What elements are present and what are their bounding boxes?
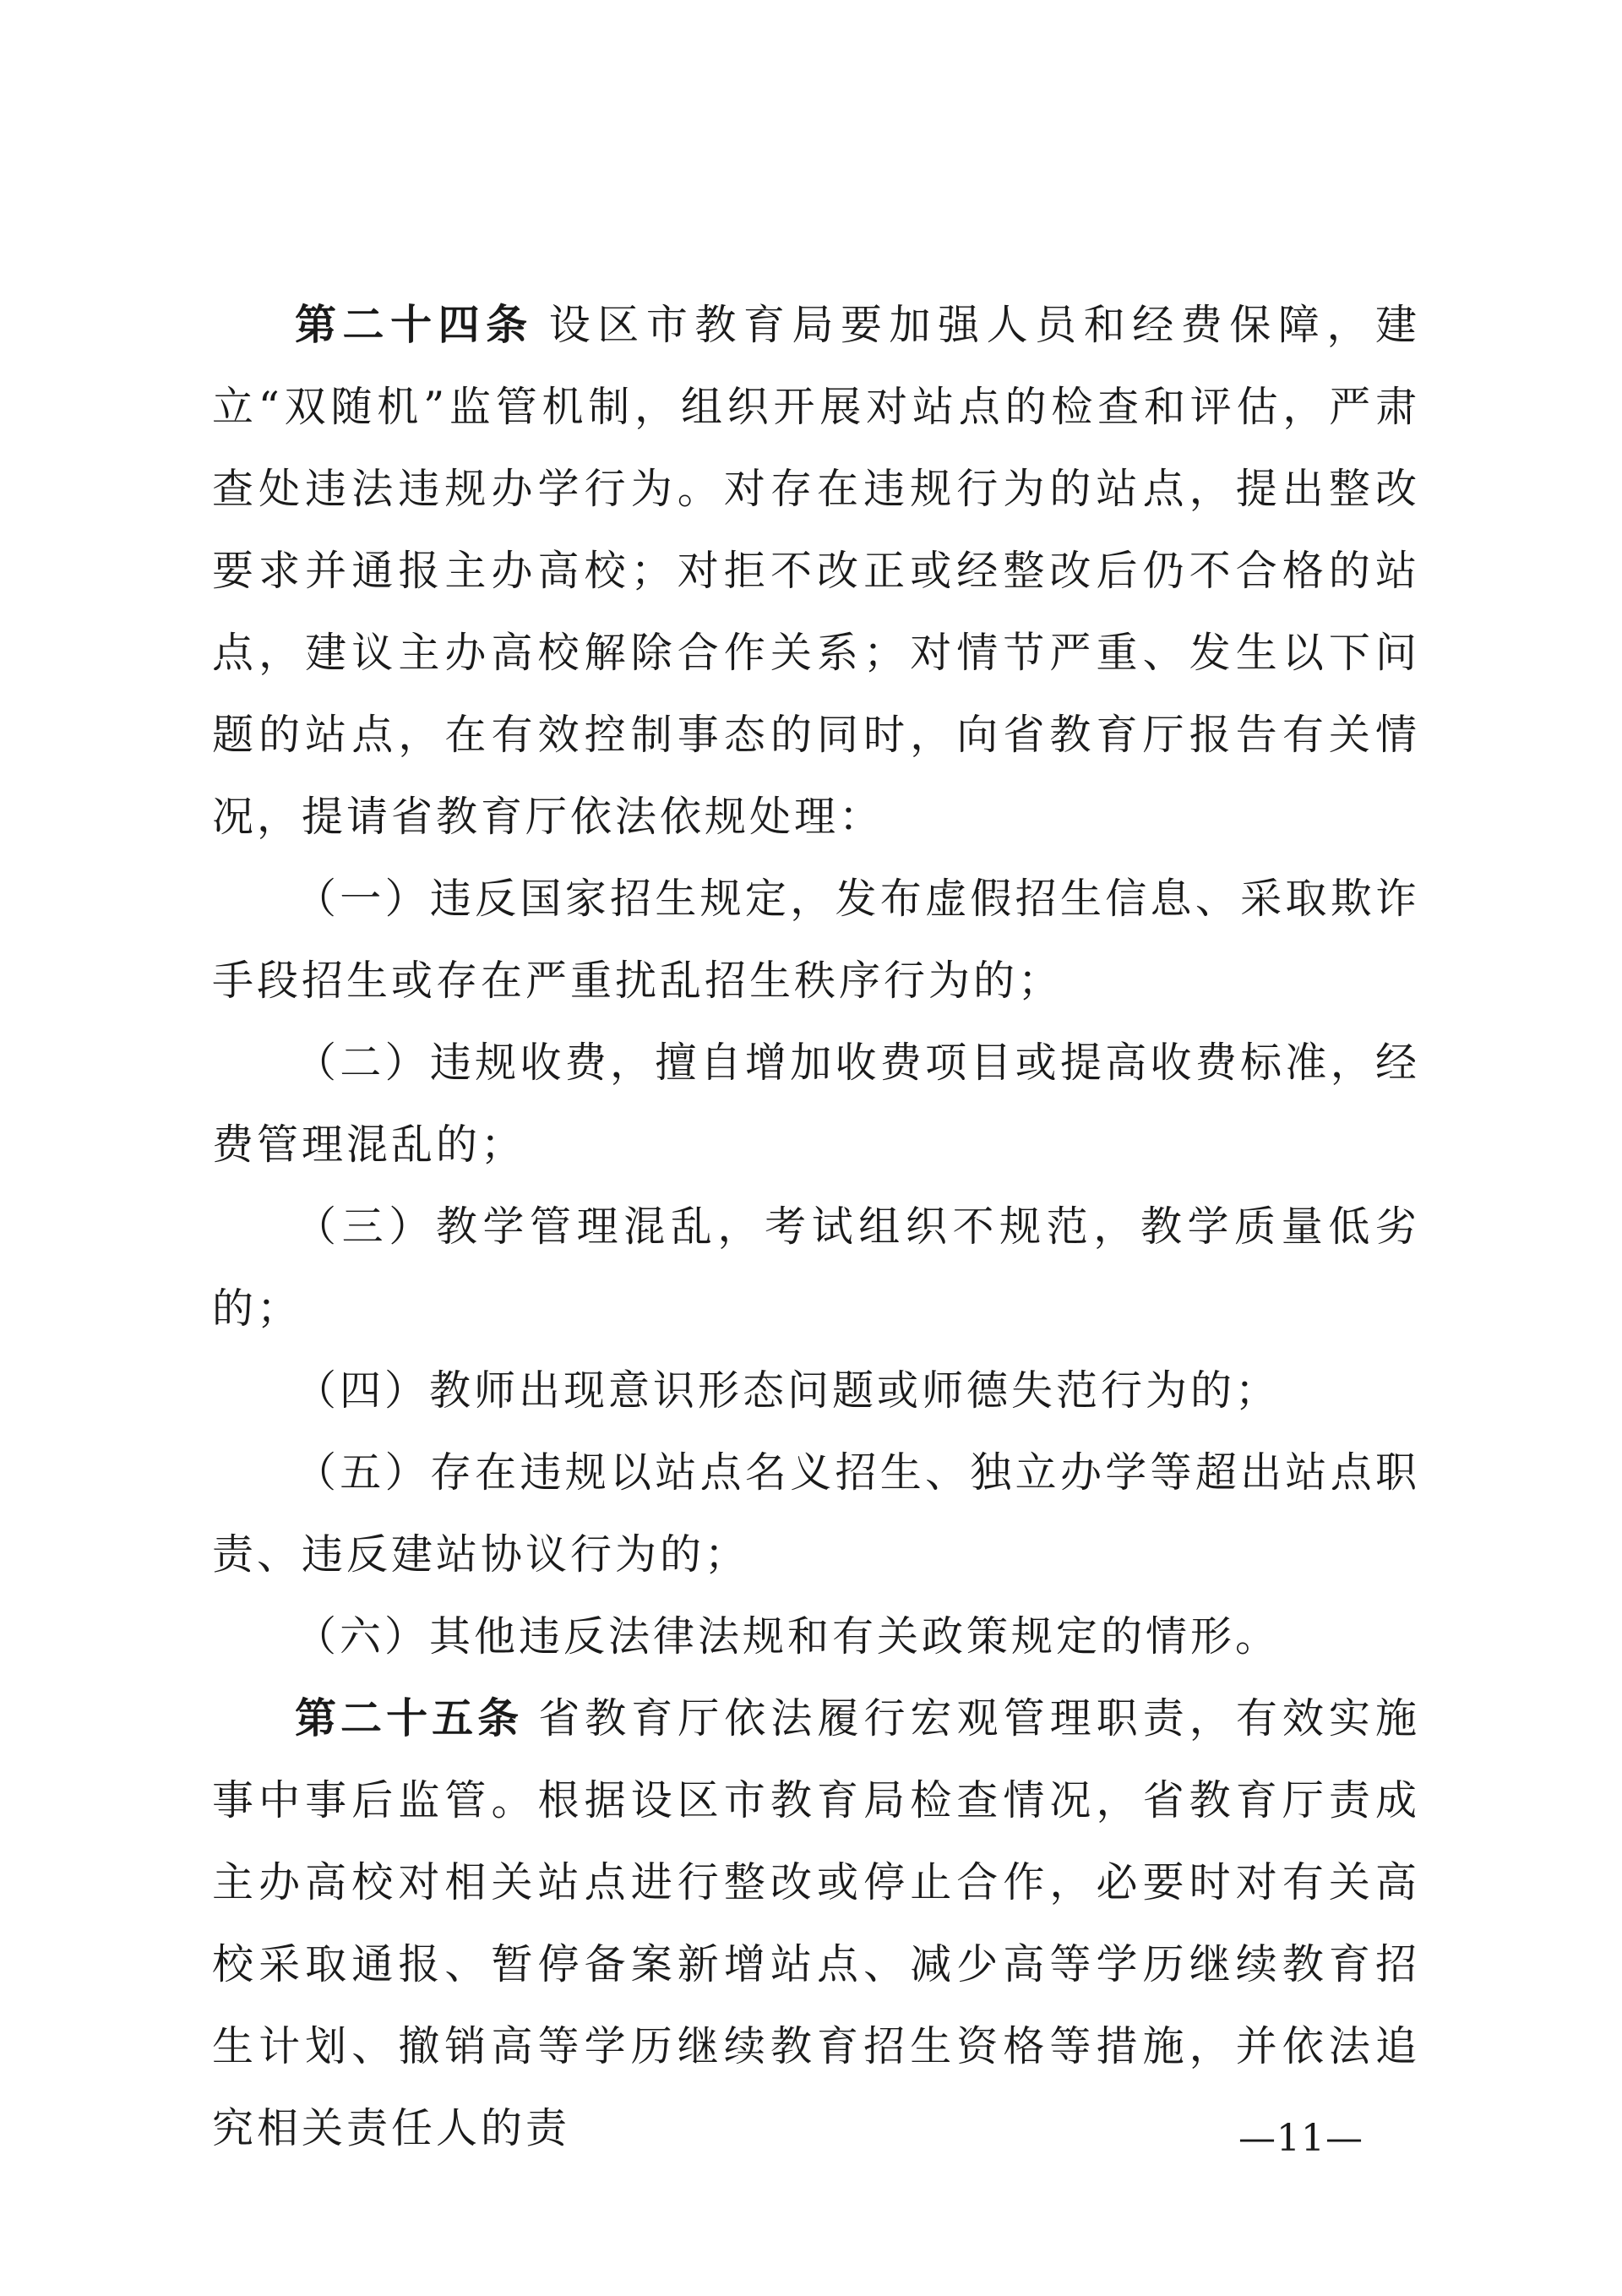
article-25-text: 省教育厅依法履行宏观管理职责，有效实施事中事后监管。根据设区市教育局检查情况，省教育厅责成主办高校对相关站点进行整改或停止合作，必要时对有关高校采取通报、暂停备案新增站点、减少高等学历继续教育招生计划、撤销高等学历继续教育招生资格等措施，并依法追究相关责任人的责 xyxy=(212,1694,1420,2152)
article-25-paragraph xyxy=(212,1677,1420,2169)
list-item: （二）违规收费，擅自增加收费项目或提高收费标准，经费管理混乱的； xyxy=(212,1039,1420,1169)
list-item: （五）存在违规以站点名义招生、独立办学等超出站点职责、违反建站协议行为的； xyxy=(212,1448,1420,1579)
list-item: （六）其他违反法律法规和有关政策规定的情形。 xyxy=(295,1612,1281,1661)
list-item: （四）教师出现意识形态问题或师德失范行为的； xyxy=(295,1366,1281,1415)
list-item: （一）违反国家招生规定，发布虚假招生信息、采取欺诈手段招生或存在严重扰乱招生秩序行为的； xyxy=(212,875,1420,1005)
article-24-paragraph xyxy=(212,284,1420,858)
list-item: （三）教学管理混乱，考试组织不规范，教学质量低劣的； xyxy=(212,1203,1420,1333)
article-24-text: 设区市教育局要加强人员和经费保障，建立“双随机”监管机制，组织开展对站点的检查和评估，严肃查处违法违规办学行为。对存在违规行为的站点，提出整改要求并通报主办高校；对拒不改正或经整改后仍不合格的站点，建议主办高校解除合作关系；对情节严重、发生以下问题的站点，在有效控制事态的同时，向省教育厅报告有关情况，提请省教育厅依法依规处理： xyxy=(212,301,1420,841)
document-body xyxy=(212,284,1420,2169)
article-24-heading: 第二十四条 xyxy=(295,301,534,349)
page-number: —11— xyxy=(1238,2117,1363,2160)
article-25-heading: 第二十五条 xyxy=(295,1694,524,1742)
